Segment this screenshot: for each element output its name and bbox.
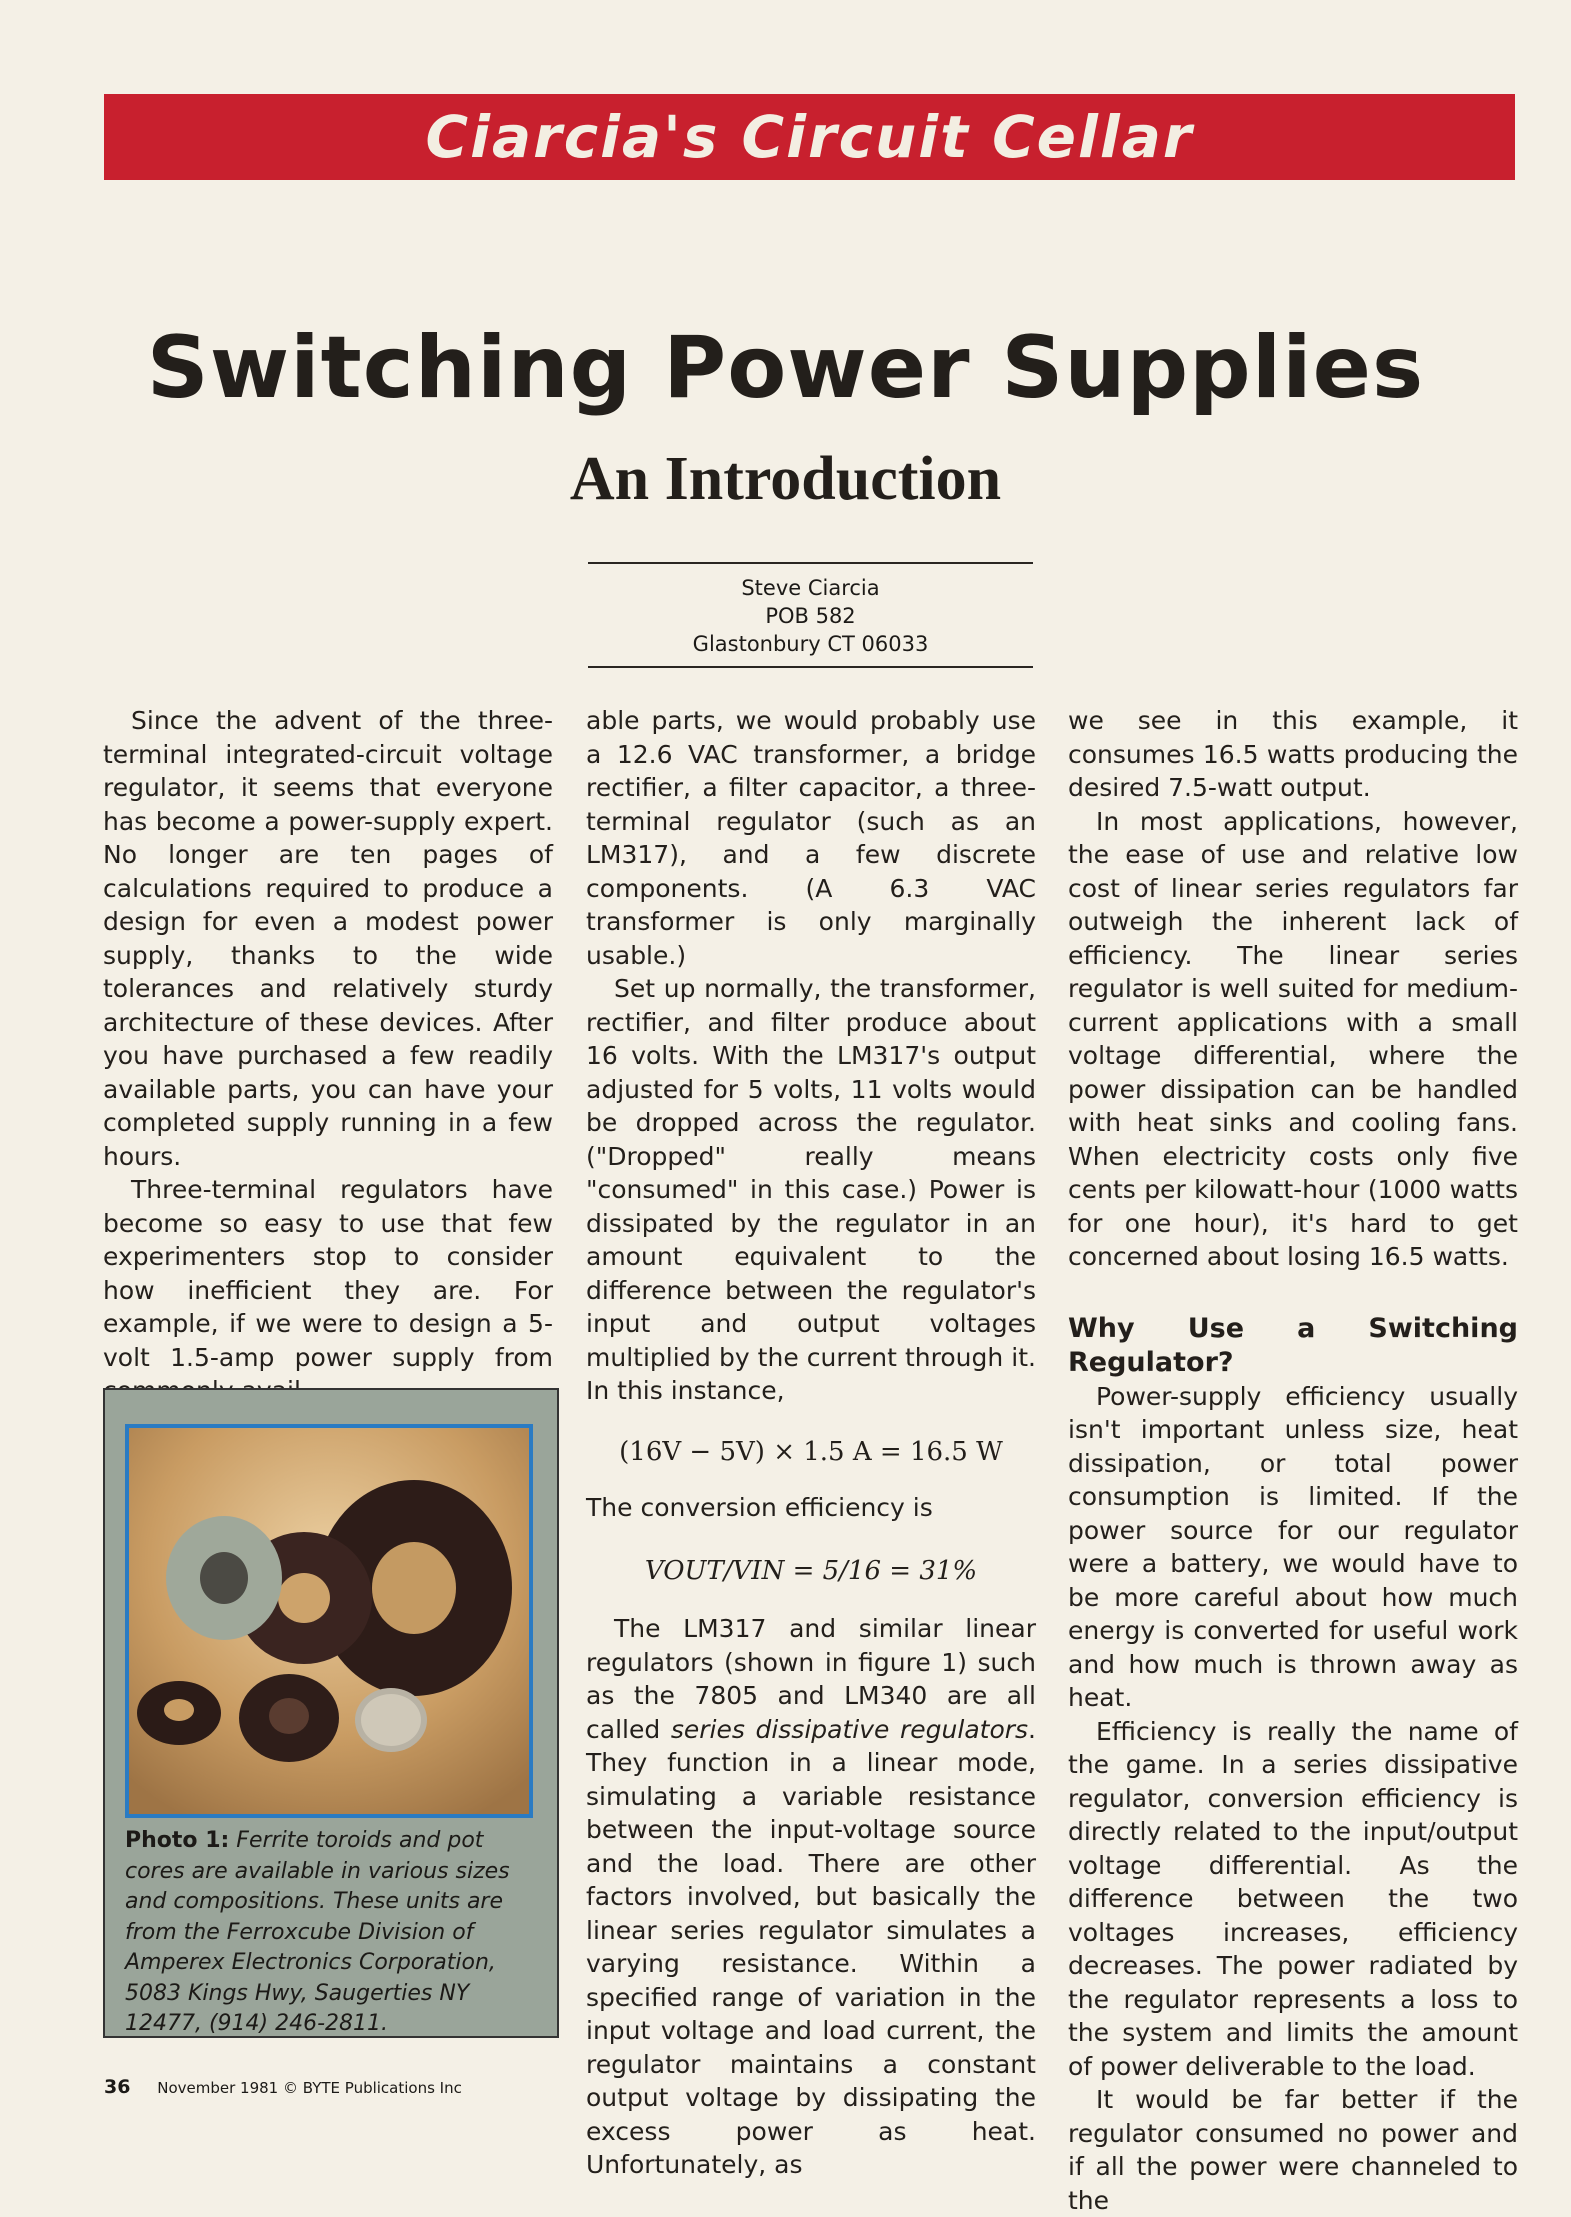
byline <box>588 562 1033 668</box>
article-subtitle: An Introduction <box>569 445 1002 513</box>
page-number: 36 <box>104 2076 131 2098</box>
banner-title: Ciarcia's Circuit Cellar <box>425 103 1194 171</box>
paragraph <box>586 1612 1036 2182</box>
paragraph: In most applications, however, the ease of use and relative low cost of linear series regulators far outweigh the inherent lack of efficiency. The linear series regulator is well suited for medium-current applications with a small voltage differential, where the power dissipation can be handled with heat sinks and cooling fans. When electricity costs only five cents per kilowatt-hour (1000 watts for one hour), it's hard to get concerned about losing 16.5 watts. <box>1068 806 1518 1271</box>
author-address-line1: POB 582 <box>765 604 856 628</box>
paragraph: Efficiency is really the name of the game. In a series dissipative regulator, conversion efficiency is directly related to the input/output voltage differential. As the difference between the two voltages increases, efficiency decreases. The power radiated by the regulator represents a loss to the system and limits the amount of power deliverable to the load. <box>1068 1716 1518 2081</box>
section-heading: Why Use a Switching Regulator? <box>1068 1312 1518 1378</box>
paragraph: The conversion efficiency is <box>586 1493 933 1522</box>
photo-label: Photo 1: <box>125 1828 230 1853</box>
equation-power: (16V − 5V) × 1.5 A = 16.5 W <box>619 1436 1003 1467</box>
author-name: Steve Ciarcia <box>741 576 880 600</box>
paragraph: It would be far better if the regulator consumed no power and if all the power were channeled to the <box>1068 2085 1518 2215</box>
ferrite-toroids-image <box>129 1428 529 1814</box>
column-2 <box>586 704 1036 2182</box>
paragraph: we see in this example, it consumes 16.5 watts producing the desired 7.5-watt output. <box>1068 706 1518 802</box>
paragraph: Set up normally, the transformer, rectifier, and filter produce about 16 volts. With the LM317's output adjusted for 5 volts, 11 volts would be dropped across the regulator. ("Dropped" really means "consumed" in this case.) Power is dissipated by the regulator in an amount equivalent to the difference between the regulator's input and output voltages multiplied by the current through it. In this instance, <box>586 974 1036 1405</box>
author-address-line2: Glastonbury CT 06033 <box>692 632 929 656</box>
photo-caption <box>125 1826 537 2040</box>
photo-caption-text: Ferrite toroids and pot cores are available in various sizes and compositions. These units are from the Ferroxcube Division of Amperex Electronics Corporation, 5083 Kings Hwy, Saugerties NY 12477, (914) 246-2811. <box>125 1828 510 2036</box>
paragraph: able parts, we would probably use a 12.6 VAC transformer, a bridge rectifier, a filter capacitor, a three-terminal regulator (such as an LM317), and a few discrete components. (A 6.3 VAC transformer is only marginally usable.) <box>586 706 1036 970</box>
page-footer <box>104 2076 462 2098</box>
footer-text: November 1981 © BYTE Publications Inc <box>157 2079 462 2097</box>
paragraph-text: The LM317 and similar linear regulators (shown in figure 1) such as the 7805 and LM340 are all called <box>586 1614 1036 1744</box>
paragraph: Three-terminal regulators have become so easy to use that few experimenters stop to consider how inefficient they are. For example, if we were to design a 5-volt 1.5-amp power supply from <box>103 1175 553 1372</box>
paragraph: Since the advent of the three-terminal integrated-circuit voltage regulator, it seems that everyone has become a power-supply expert. No longer are ten pages of calculations required to produce a design for even a modest power supply, thanks to the wide tolerances and relatively sturdy architecture of these devices. After you have purchased a few readily available parts, you can have your completed supply running in a few hours. <box>103 706 553 1171</box>
ferrite-photo <box>125 1424 533 1818</box>
emphasis-text: series dissipative regulators <box>670 1714 1029 1744</box>
column-1 <box>103 704 553 1408</box>
paragraph: Power-supply efficiency usually isn't important unless size, heat dissipation, or total power consumption is limited. If the power source for our regulator were a battery, we would have to be more careful about how much energy is converted for useful work and how much is thrown away as heat. <box>1068 1381 1518 1712</box>
column-3 <box>1068 704 1518 2217</box>
paragraph-text: . They function in a linear mode, simulating a variable resistance between the input-voltage source and the load. There are other factors involved, but basically the linear series regulator simulates a varying resistance. Within a specified range of variation in the input voltage and load current, the regulator maintains a constant output voltage by dissipating the excess power as heat. Unfortunately, as <box>586 1714 1036 2179</box>
section-banner <box>104 94 1515 180</box>
equation-efficiency: VOUT/VIN = 5/16 = 31% <box>644 1555 978 1586</box>
photo-box <box>103 1388 559 2038</box>
article-title: Switching Power Supplies <box>146 318 1425 418</box>
